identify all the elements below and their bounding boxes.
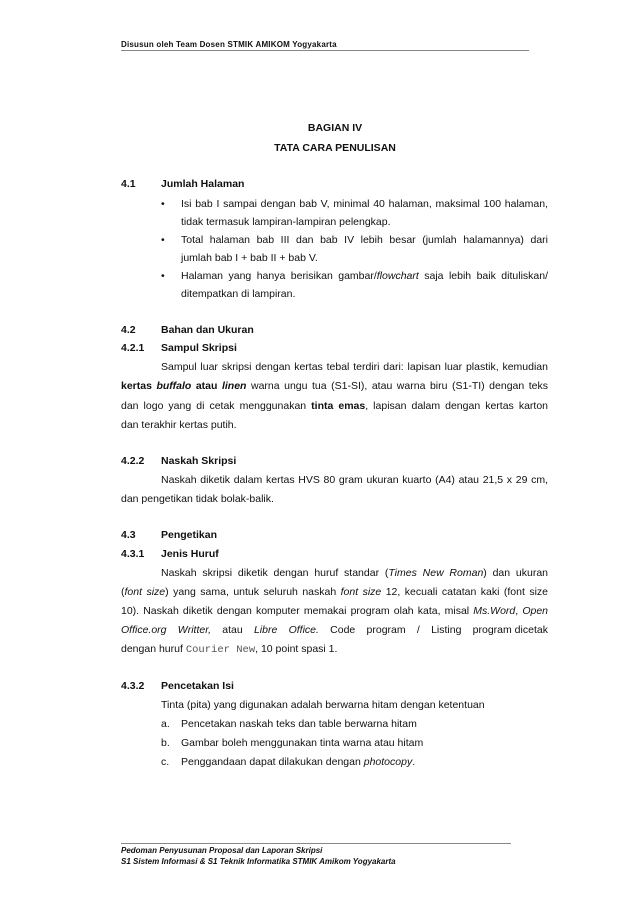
- bullet-line: [181, 198, 548, 210]
- section-number: 4.3: [121, 529, 136, 541]
- section-heading: Bahan dan Ukuran: [161, 324, 254, 336]
- italic-text: Ms.Word: [473, 605, 516, 617]
- text: /: [416, 624, 420, 636]
- bullet-text: Isi bab I sampai dengan bab V, minimal 40 halaman, maksimal 100 halaman,: [181, 198, 548, 210]
- text: Code: [330, 624, 356, 636]
- text: atau: [222, 624, 243, 636]
- italic-text: Libre: [253, 624, 278, 636]
- list-item: Pencetakan naskah teks dan table berwarna hitam: [181, 718, 417, 730]
- list-label: b.: [161, 737, 170, 749]
- italic-text: Writter,: [177, 624, 212, 636]
- paragraph-line: [121, 605, 548, 617]
- list-label: a.: [161, 718, 170, 730]
- text: 10). Naskah diketik dengan komputer memakai program olah kata, misal: [121, 605, 474, 617]
- footer-line: Pedoman Penyusunan Proposal dan Laporan Skripsi: [121, 846, 323, 855]
- italic-text: Times New Roman: [388, 567, 484, 579]
- subsection-number: 4.2.1: [121, 342, 145, 354]
- italic-text: font size: [340, 586, 382, 598]
- paragraph-line: [121, 624, 548, 636]
- text: Penggandaan dapat dilakukan dengan: [181, 756, 364, 768]
- italic-text: Office.: [288, 624, 319, 636]
- subsection-number: 4.3.1: [121, 548, 145, 560]
- paragraph-line: [121, 643, 337, 656]
- italic-text: Open: [522, 605, 548, 617]
- text: , lapisan dalam dengan kertas karton: [365, 400, 549, 412]
- text: ,: [515, 605, 523, 617]
- subsection-number: 4.2.2: [121, 455, 145, 467]
- bullet-text: Halaman yang hanya berisikan gambar/: [181, 270, 377, 282]
- text: 12, kecuali catatan kaki (font size: [381, 586, 549, 598]
- text: Listing: [431, 624, 462, 636]
- text: dan logo yang di cetak menggunakan: [121, 400, 312, 412]
- text: Naskah skripsi diketik dengan huruf standar (: [161, 567, 389, 579]
- page-header: Disusun oleh Team Dosen STMIK AMIKOM Yogyakarta: [121, 40, 337, 49]
- bullet-line: [181, 270, 548, 282]
- bold-italic-text: buffalo: [156, 380, 192, 392]
- bold-text: atau: [191, 380, 222, 392]
- bullet-icon: •: [161, 234, 165, 246]
- paragraph-line: [121, 586, 548, 598]
- header-rule: [121, 50, 529, 51]
- bullet-icon: •: [161, 270, 165, 282]
- subsection-heading: Pencetakan Isi: [161, 680, 234, 692]
- text: warna ungu tua (S1-SI), atau warna biru (S1-TI) dengan teks: [246, 380, 548, 392]
- paragraph-line: Naskah diketik dalam kertas HVS 80 gram ukuran kuarto (A4) atau 21,5 x 29 cm,: [161, 474, 548, 486]
- subsection-number: 4.3.2: [121, 680, 145, 692]
- italic-text: photocopy: [363, 756, 413, 768]
- paragraph-line: dan terakhir kertas putih.: [121, 419, 237, 431]
- bold-text: tinta emas: [311, 400, 366, 412]
- bold-italic-text: linen: [221, 380, 247, 392]
- paragraph-line: Sampul luar skripsi dengan kertas tebal terdiri dari: lapisan luar plastik, kemudian: [161, 361, 548, 373]
- list-label: c.: [161, 756, 170, 768]
- subsection-heading: Sampul Skripsi: [161, 342, 237, 354]
- chapter-title: TATA CARA PENULISAN: [274, 142, 396, 154]
- subsection-heading: Naskah Skripsi: [161, 455, 237, 467]
- footer-rule: [121, 843, 511, 844]
- bullet-text: tidak termasuk lampiran-lampiran pelengkap.: [181, 216, 391, 228]
- bullet-text: jumlah bab I + bab II + bab V.: [181, 252, 318, 264]
- list-item: Gambar boleh menggunakan tinta warna atau hitam: [181, 737, 424, 749]
- footer-line: S1 Sistem Informasi & S1 Teknik Informatika STMIK Amikom Yogyakarta: [121, 857, 396, 866]
- section-heading: Pengetikan: [161, 529, 218, 541]
- text: , 10 point spasi 1.: [255, 643, 338, 655]
- bullet-icon: •: [161, 198, 165, 210]
- section-number: 4.1: [121, 178, 136, 190]
- section-number: 4.2: [121, 324, 136, 336]
- text: .: [412, 756, 416, 768]
- paragraph-line: Tinta (pita) yang digunakan adalah berwarna hitam dengan ketentuan: [161, 699, 485, 711]
- bold-text: kertas: [121, 380, 157, 392]
- subsection-heading: Jenis Huruf: [161, 548, 219, 560]
- italic-text: font size: [124, 586, 166, 598]
- text: (: [121, 586, 125, 598]
- text: ) yang sama, untuk seluruh naskah: [165, 586, 341, 598]
- list-item: [181, 756, 415, 768]
- paragraph-line: dan pengetikan tidak bolak-balik.: [121, 493, 274, 505]
- paragraph-line: [121, 380, 548, 392]
- italic-text: Office.org: [121, 624, 167, 636]
- text: program dicetak: [472, 624, 548, 636]
- text: ) dan ukuran: [483, 567, 548, 579]
- bullet-text: Total halaman bab III dan bab IV lebih besar (jumlah halamannya) dari: [181, 234, 548, 246]
- chapter-part: BAGIAN IV: [307, 122, 363, 134]
- paragraph-line: [161, 567, 548, 579]
- bullet-text: saja lebih baik dituliskan/: [418, 270, 548, 282]
- paragraph-line: [121, 400, 548, 412]
- monospace-text: Courier New: [185, 644, 256, 656]
- bullet-text: ditempatkan di lampiran.: [181, 288, 296, 300]
- text: dengan huruf: [121, 643, 186, 655]
- section-heading: Jumlah Halaman: [161, 178, 245, 190]
- bullet-text-italic: flowchart: [376, 270, 419, 282]
- text: program: [366, 624, 406, 636]
